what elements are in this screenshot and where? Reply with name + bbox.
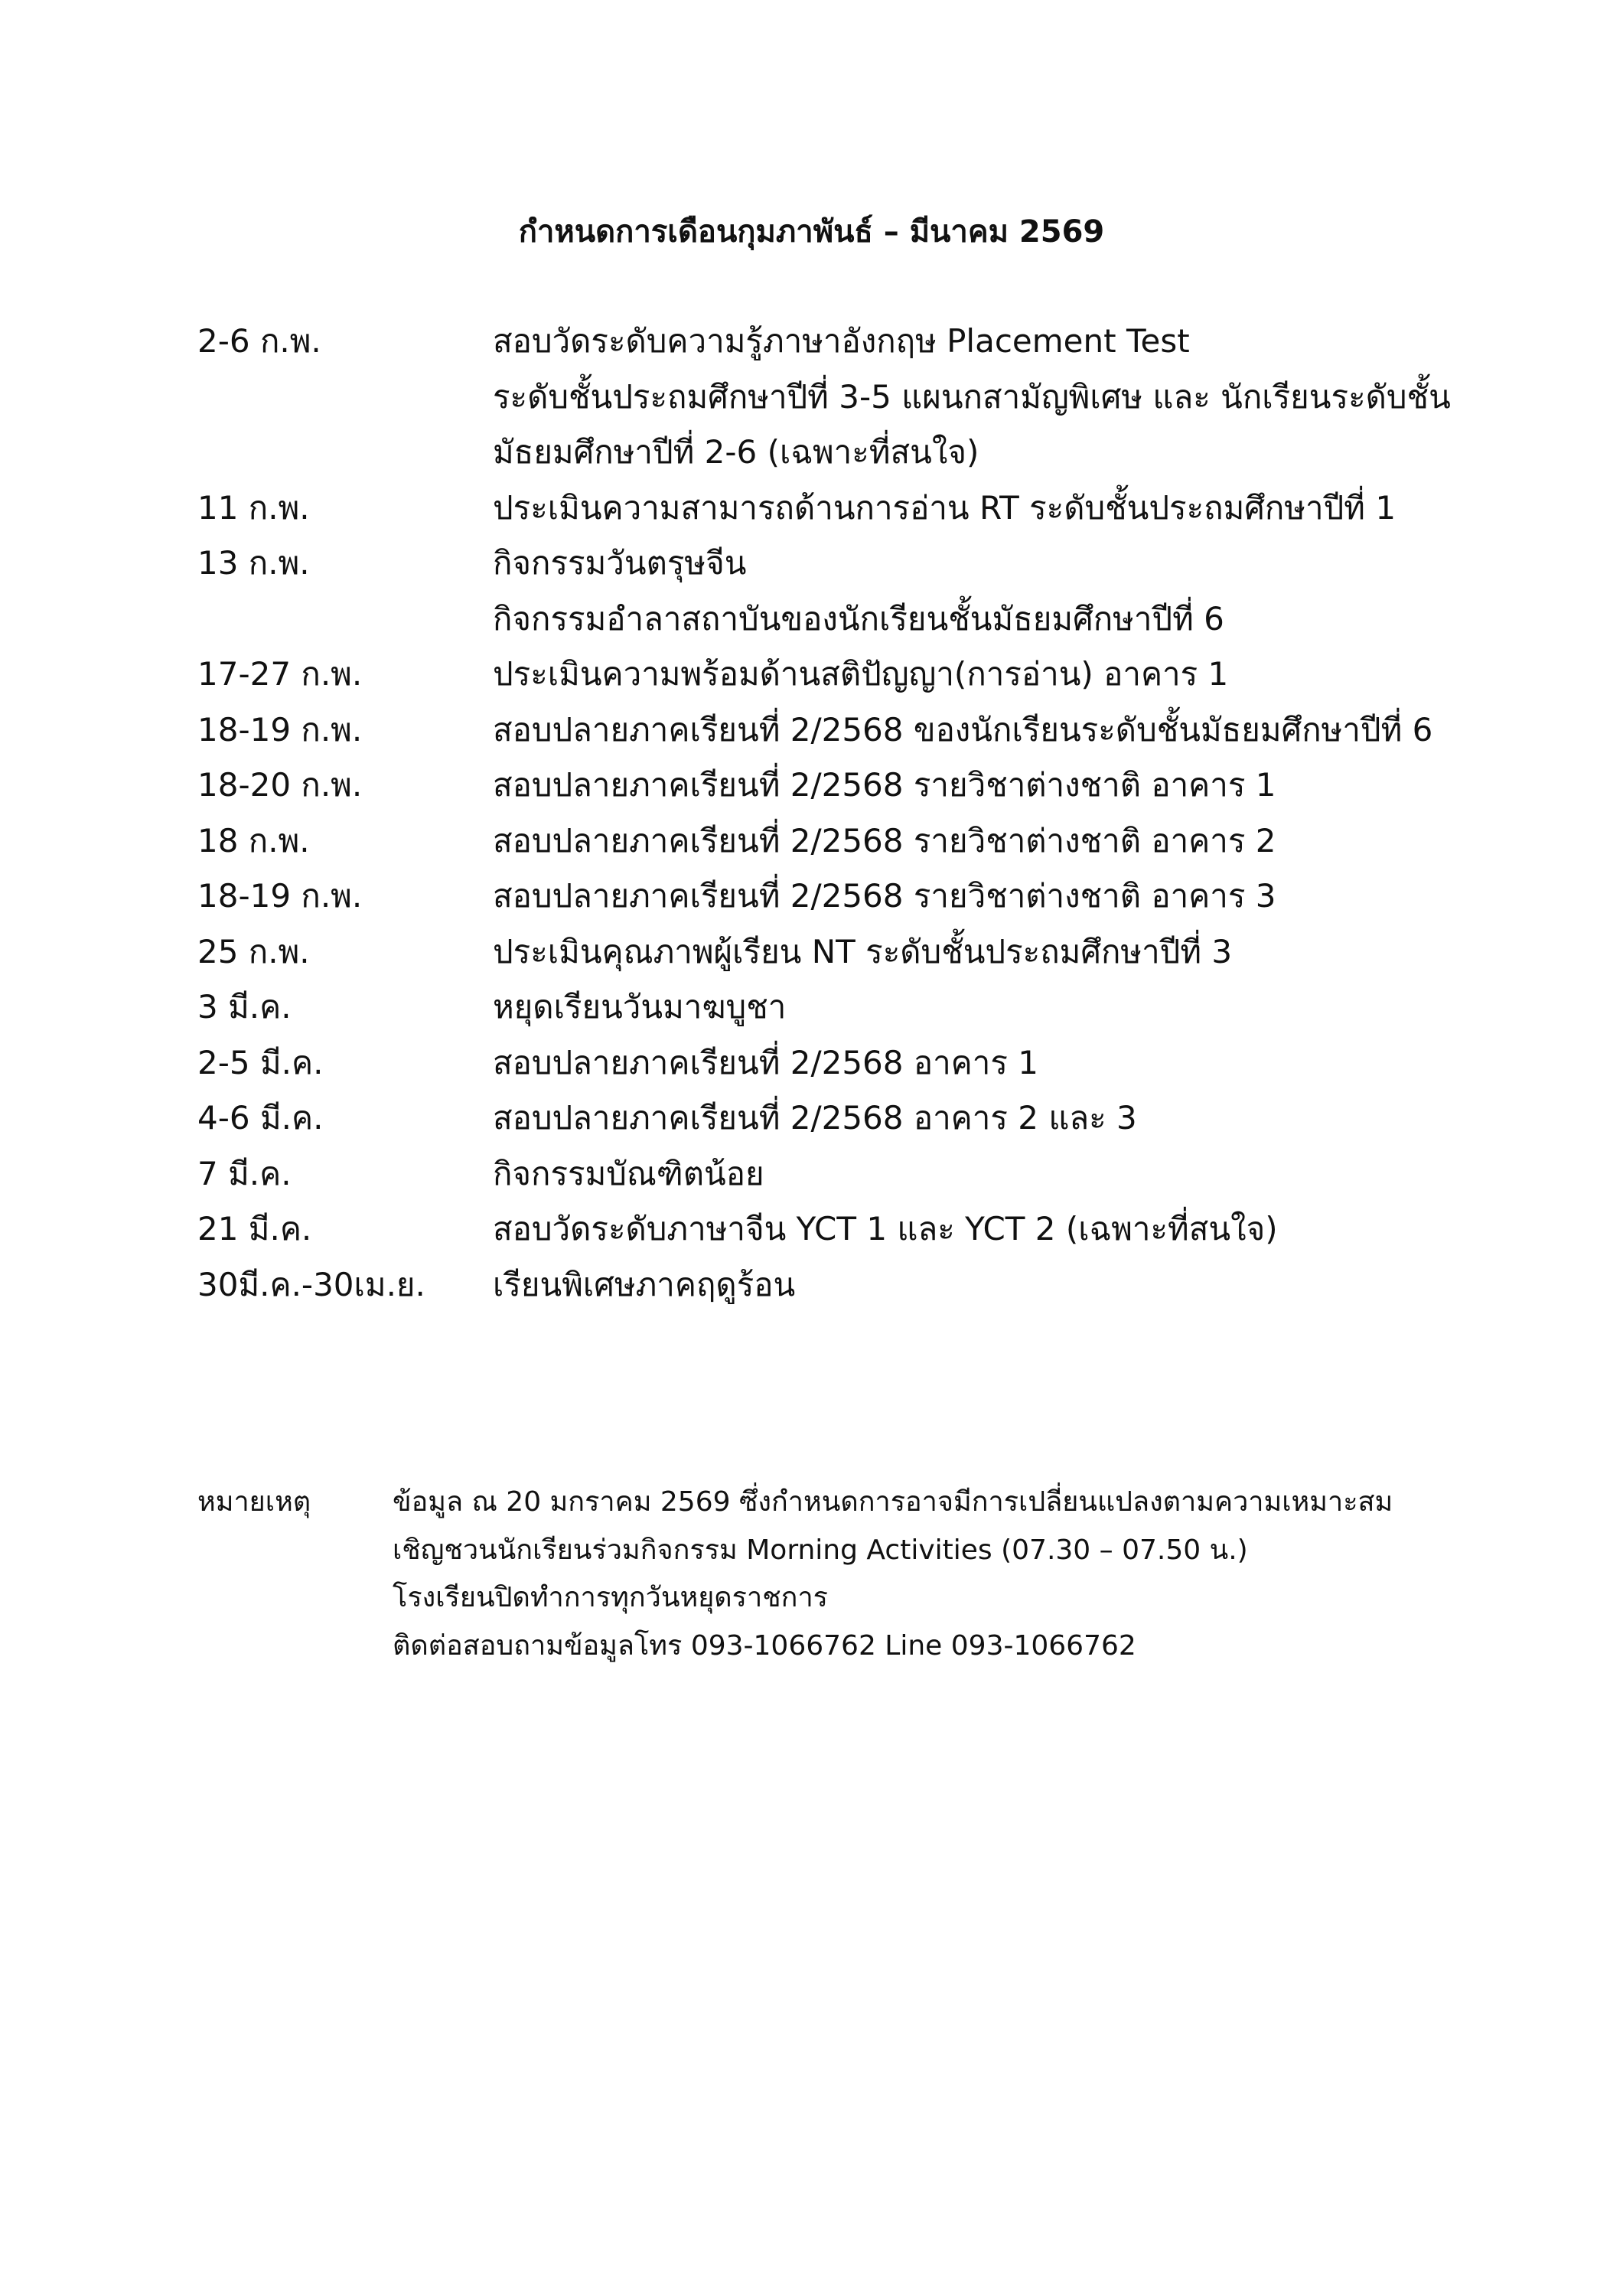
note-line: ข้อมูล ณ 20 มกราคม 2569 ซึ่งกำหนดการอาจมีการเปลี่ยนแปลงตามความเหมาะสม: [393, 1486, 1393, 1518]
schedule-event: ระดับชั้นประถมศึกษาปีที่ 3-5 แผนกสามัญพิเศษ และ นักเรียนระดับชั้น: [493, 377, 1451, 416]
schedule-event: สอบปลายภาคเรียนที่ 2/2568 ของนักเรียนระดับชั้นมัธยมศึกษาปีที่ 6: [493, 710, 1433, 748]
schedule-list: [197, 314, 1451, 1313]
schedule-events: [493, 758, 1437, 814]
schedule-date: 18-20 ก.พ.: [197, 766, 363, 804]
schedule-row: [197, 1257, 1437, 1313]
schedule-date: 2-5 มี.ค.: [197, 1043, 324, 1081]
schedule-events: [493, 536, 1437, 647]
schedule-row: [197, 1035, 1437, 1091]
schedule-date: 18-19 ก.พ.: [197, 877, 363, 915]
schedule-events: [493, 703, 1437, 758]
schedule-row: [197, 647, 1437, 703]
schedule-date: 11 ก.พ.: [197, 488, 310, 527]
schedule-row: [197, 481, 1437, 536]
schedule-date: 25 ก.พ.: [197, 932, 310, 970]
schedule-row: [197, 980, 1437, 1035]
schedule-row: [197, 1202, 1437, 1257]
schedule-date: 7 มี.ค.: [197, 1154, 292, 1192]
schedule-events: [493, 1035, 1437, 1091]
schedule-events: [493, 314, 1451, 481]
schedule-date: 13 ก.พ.: [197, 544, 310, 582]
schedule-date: 4-6 มี.ค.: [197, 1099, 324, 1137]
schedule-events: [493, 647, 1437, 703]
schedule-event: สอบปลายภาคเรียนที่ 2/2568 รายวิชาต่างชาติ อาคาร 3: [493, 877, 1276, 915]
schedule-date: 18-19 ก.พ.: [197, 710, 363, 748]
schedule-event: มัธยมศึกษาปีที่ 2-6 (เฉพาะที่สนใจ): [493, 433, 979, 471]
note-line: เชิญชวนนักเรียนร่วมกิจกรรม Morning Activities (07.30 – 07.50 น.): [393, 1534, 1248, 1566]
schedule-event: ประเมินความสามารถด้านการอ่าน RT ระดับชั้นประถมศึกษาปีที่ 1: [493, 488, 1396, 527]
schedule-event: สอบปลายภาคเรียนที่ 2/2568 รายวิชาต่างชาติ อาคาร 1: [493, 766, 1276, 804]
schedule-event: สอบปลายภาคเรียนที่ 2/2568 อาคาร 2 และ 3: [493, 1099, 1137, 1137]
schedule-row: [197, 314, 1451, 481]
schedule-events: [493, 1146, 1437, 1202]
schedule-date: 3 มี.ค.: [197, 988, 292, 1026]
schedule-row: [197, 925, 1437, 980]
schedule-event: กิจกรรมอำลาสถาบันของนักเรียนชั้นมัธยมศึกษาปีที่ 6: [493, 599, 1224, 638]
schedule-date: 17-27 ก.พ.: [197, 655, 363, 693]
schedule-event: ประเมินคุณภาพผู้เรียน NT ระดับชั้นประถมศึกษาปีที่ 3: [493, 932, 1233, 970]
schedule-date: 30มี.ค.-30เม.ย.: [197, 1265, 425, 1303]
schedule-event: เรียนพิเศษภาคฤดูร้อน: [493, 1265, 796, 1303]
schedule-event: สอบวัดระดับความรู้ภาษาอังกฤษ Placement Test: [493, 322, 1190, 360]
schedule-event: กิจกรรมวันตรุษจีน: [493, 544, 747, 582]
schedule-event: กิจกรรมบัณฑิตน้อย: [493, 1154, 764, 1192]
schedule-row: [197, 536, 1437, 647]
schedule-event: สอบปลายภาคเรียนที่ 2/2568 รายวิชาต่างชาติ อาคาร 2: [493, 821, 1276, 859]
schedule-event: สอบวัดระดับภาษาจีน YCT 1 และ YCT 2 (เฉพาะที่สนใจ): [493, 1210, 1278, 1247]
schedule-date: 18 ก.พ.: [197, 821, 310, 859]
note-line: โรงเรียนปิดทำการทุกวันหยุดราชการ: [393, 1582, 829, 1613]
schedule-date: 21 มี.ค.: [197, 1210, 312, 1247]
schedule-events: [493, 869, 1437, 925]
schedule-event: หยุดเรียนวันมาฆบูชา: [493, 988, 787, 1026]
schedule-event: ประเมินความพร้อมด้านสติปัญญา(การอ่าน) อาคาร 1: [493, 655, 1229, 693]
notes-section: [197, 1479, 1437, 1670]
schedule-row: [197, 869, 1437, 925]
note-line: ติดต่อสอบถามข้อมูลโทร 093-1066762 Line 093-1066762: [393, 1629, 1136, 1662]
schedule-event: สอบปลายภาคเรียนที่ 2/2568 อาคาร 1: [493, 1043, 1038, 1081]
schedule-events: [493, 1091, 1437, 1146]
page-title: กำหนดการเดือนกุมภาพันธ์ – มีนาคม 2569: [518, 214, 1105, 249]
schedule-events: [493, 814, 1437, 869]
schedule-date: 2-6 ก.พ.: [197, 322, 321, 360]
schedule-events: [493, 980, 1437, 1035]
schedule-events: [493, 925, 1437, 980]
schedule-row: [197, 1091, 1437, 1146]
schedule-row: [197, 814, 1437, 869]
schedule-events: [493, 1202, 1437, 1257]
notes-lines: [393, 1479, 1437, 1670]
schedule-row: [197, 758, 1437, 814]
notes-label: หมายเหตุ: [197, 1486, 311, 1518]
schedule-row: [197, 703, 1437, 758]
schedule-row: [197, 1146, 1437, 1202]
schedule-events: [493, 1257, 1437, 1313]
schedule-events: [493, 481, 1437, 536]
